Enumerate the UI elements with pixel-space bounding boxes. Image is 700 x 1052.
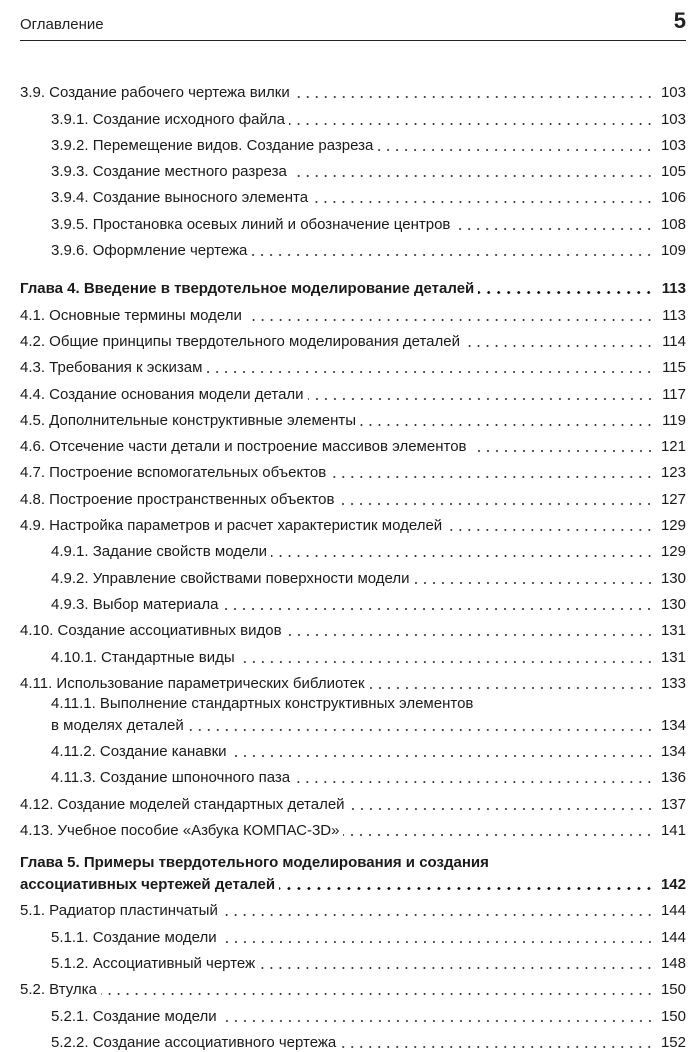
toc-entry-label: 4.11.1. Выполнение стандартных конструктивных элементов (51, 694, 474, 712)
toc-entry[interactable] (20, 735, 686, 761)
dot-leader (294, 96, 654, 98)
toc-entry-page: 142 (660, 876, 686, 894)
toc-entry-page: 109 (660, 242, 686, 260)
toc-entry-label: 5.1.1. Создание модели (51, 928, 217, 946)
toc-entry-label: 3.9.5. Простановка осевых линий и обозначение центров (51, 215, 451, 233)
toc-entry[interactable] (20, 430, 686, 456)
toc-entry[interactable] (20, 761, 686, 787)
toc-entry[interactable] (20, 947, 686, 973)
header-title: Оглавление (20, 16, 104, 33)
table-of-contents (20, 76, 686, 1052)
toc-entry-label: 4.11.3. Создание шпоночного паза (51, 769, 291, 787)
dot-leader (286, 634, 654, 636)
toc-entry-label: 3.9.4. Создание выносного элемента (51, 189, 309, 207)
toc-entry-page: 130 (660, 595, 686, 613)
dot-leader (338, 503, 654, 505)
toc-entry[interactable] (20, 102, 686, 128)
toc-entry-label: 4.3. Требования к эскизам (20, 359, 203, 377)
toc-entry-page: 103 (660, 136, 686, 154)
toc-entry-page: 106 (660, 189, 686, 207)
dot-leader (279, 887, 654, 890)
dot-leader (343, 834, 654, 836)
dot-leader (330, 476, 654, 478)
toc-entry-page: 113 (661, 280, 686, 298)
toc-entry-label: 4.7. Построение вспомогательных объектов (20, 464, 327, 482)
toc-chapter-label: Глава 5. Примеры твердотельного моделирования и создания (20, 854, 489, 872)
toc-entry-line1[interactable] (20, 693, 686, 713)
toc-entry-page: 134 (660, 716, 686, 734)
toc-entry-label: 4.10. Создание ассоциативных видов (20, 622, 282, 640)
toc-entry-page: 103 (660, 84, 686, 102)
toc-entry-label: 3.9.2. Перемещение видов. Создание разреза (51, 136, 374, 154)
toc-entry[interactable] (20, 482, 686, 508)
dot-leader (222, 608, 654, 610)
toc-entry-page: 131 (660, 648, 686, 666)
dot-leader (206, 371, 654, 373)
toc-entry-label: 3.9.3. Создание местного разреза (51, 163, 287, 181)
toc-entry-label: 3.9.1. Создание исходного файла (51, 110, 285, 128)
toc-entry-page: 127 (660, 490, 686, 508)
toc-entry[interactable] (20, 667, 686, 693)
toc-entry-page: 150 (660, 1007, 686, 1025)
toc-entry[interactable] (20, 404, 686, 430)
toc-chapter-line2[interactable] (20, 872, 686, 894)
toc-entry[interactable] (20, 181, 686, 207)
toc-entry-page: 121 (660, 438, 686, 456)
toc-entry[interactable] (20, 207, 686, 233)
toc-entry[interactable] (20, 234, 686, 260)
toc-entry-page: 117 (662, 385, 686, 403)
toc-entry-page: 150 (660, 981, 686, 999)
toc-entry[interactable] (20, 588, 686, 614)
toc-entry[interactable] (20, 973, 686, 999)
toc-entry-label: 4.9. Настройка параметров и расчет характеристик моделей (20, 517, 443, 535)
toc-entry[interactable] (20, 894, 686, 920)
dot-leader (312, 201, 654, 203)
header-page-number: 5 (673, 8, 686, 33)
dot-leader (246, 319, 654, 321)
toc-entry-label: 4.9.3. Выбор материала (51, 595, 219, 613)
toc-entry-page: 137 (660, 795, 686, 813)
toc-entry-page: 130 (660, 569, 686, 587)
toc-entry-page: 119 (662, 411, 686, 429)
toc-entry[interactable] (20, 129, 686, 155)
toc-entry-label: 4.6. Отсечение части детали и построение массивов элементов (20, 438, 467, 456)
dot-leader (377, 149, 654, 151)
toc-entry-label: 4.10.1. Стандартные виды (51, 648, 235, 666)
dot-leader (360, 424, 654, 426)
toc-entry-label: 4.4. Создание основания модели детали (20, 385, 304, 403)
dot-leader (369, 687, 654, 689)
toc-entry[interactable] (20, 377, 686, 403)
dot-leader (271, 555, 654, 557)
toc-chapter-label: Глава 4. Введение в твердотельное моделирование деталей (20, 280, 475, 298)
toc-entry-label: 4.8. Построение пространственных объектов (20, 490, 335, 508)
toc-entry[interactable] (20, 351, 686, 377)
dot-leader (259, 967, 654, 969)
dot-leader (291, 175, 654, 177)
toc-entry-label: 5.2.1. Создание модели (51, 1007, 217, 1025)
toc-entry-page: 134 (660, 743, 686, 761)
toc-entry[interactable] (20, 787, 686, 813)
toc-entry-page: 148 (660, 954, 686, 972)
toc-entry[interactable] (20, 298, 686, 324)
toc-entry-label: 5.2.2. Создание ассоциативного чертежа (51, 1033, 337, 1051)
dot-leader (340, 1046, 654, 1048)
toc-entry-label: 5.2. Втулка (20, 981, 97, 999)
toc-entry-label: 5.1. Радиатор пластинчатый (20, 902, 218, 920)
dot-leader (221, 1020, 654, 1022)
toc-entry[interactable] (20, 1026, 686, 1052)
dot-leader (289, 123, 654, 125)
dot-leader (239, 661, 654, 663)
dot-leader (349, 808, 654, 810)
toc-entry-label: 4.12. Создание моделей стандартных деталей (20, 795, 345, 813)
toc-entry-label: 4.9.1. Задание свойств модели (51, 543, 267, 561)
toc-entry-page: 131 (660, 622, 686, 640)
toc-entry-label: 4.5. Дополнительные конструктивные элементы (20, 411, 357, 429)
toc-entry-label: в моделях деталей (51, 716, 184, 734)
toc-entry[interactable] (20, 640, 686, 666)
dot-leader (294, 781, 654, 783)
toc-entry[interactable] (20, 614, 686, 640)
toc-entry-label: 4.11.2. Создание канавки (51, 743, 227, 761)
toc-entry[interactable] (20, 814, 686, 840)
toc-entry[interactable] (20, 155, 686, 181)
toc-entry-line2[interactable] (20, 713, 686, 735)
dot-leader (414, 582, 654, 584)
toc-entry-page: 115 (662, 359, 686, 377)
toc-entry[interactable] (20, 561, 686, 587)
toc-chapter-line1[interactable] (20, 852, 686, 872)
toc-chapter-label: ассоциативных чертежей деталей (20, 876, 276, 894)
toc-entry-page: 144 (660, 928, 686, 946)
dot-leader (222, 914, 654, 916)
dot-leader (471, 450, 654, 452)
dot-leader (231, 755, 654, 757)
toc-entry[interactable] (20, 509, 686, 535)
toc-entry-label: 3.9. Создание рабочего чертежа вилки (20, 84, 290, 102)
toc-entry-page: 114 (662, 332, 686, 350)
toc-entry-label: 5.1.2. Ассоциативный чертеж (51, 954, 256, 972)
toc-entry-page: 152 (660, 1033, 686, 1051)
toc-entry[interactable] (20, 456, 686, 482)
dot-leader (101, 993, 654, 995)
toc-entry-label: 4.13. Учебное пособие «Азбука КОМПАС-3D» (20, 822, 340, 840)
toc-chapter-entry[interactable] (20, 272, 686, 298)
toc-entry-label: 4.9.2. Управление свойствами поверхности модели (51, 569, 410, 587)
toc-entry-page: 103 (660, 110, 686, 128)
toc-entry[interactable] (20, 999, 686, 1025)
toc-entry-page: 144 (660, 902, 686, 920)
toc-entry-page: 123 (660, 464, 686, 482)
toc-entry[interactable] (20, 325, 686, 351)
toc-entry[interactable] (20, 535, 686, 561)
toc-entry-page: 133 (660, 674, 686, 692)
toc-entry-page: 141 (660, 822, 686, 840)
dot-leader (308, 398, 654, 400)
toc-entry-page: 136 (660, 769, 686, 787)
toc-entry[interactable] (20, 76, 686, 102)
dot-leader (454, 228, 654, 230)
dot-leader (464, 345, 654, 347)
dot-leader (221, 941, 654, 943)
toc-entry-page: 129 (660, 543, 686, 561)
toc-entry-page: 129 (660, 517, 686, 535)
dot-leader (446, 529, 654, 531)
toc-entry-page: 113 (662, 306, 686, 324)
toc-entry-label: 4.2. Общие принципы твердотельного моделирования деталей (20, 332, 460, 350)
toc-entry-label: 3.9.6. Оформление чертежа (51, 242, 248, 260)
dot-leader (188, 729, 654, 731)
page-header (20, 6, 686, 41)
toc-entry-page: 108 (660, 215, 686, 233)
toc-entry-label: 4.1. Основные термины модели (20, 306, 242, 324)
toc-entry-label: 4.11. Использование параметрических библиотек (20, 674, 365, 692)
dot-leader (478, 291, 654, 294)
toc-entry-page: 105 (660, 163, 686, 181)
dot-leader (251, 254, 654, 256)
toc-entry[interactable] (20, 920, 686, 946)
